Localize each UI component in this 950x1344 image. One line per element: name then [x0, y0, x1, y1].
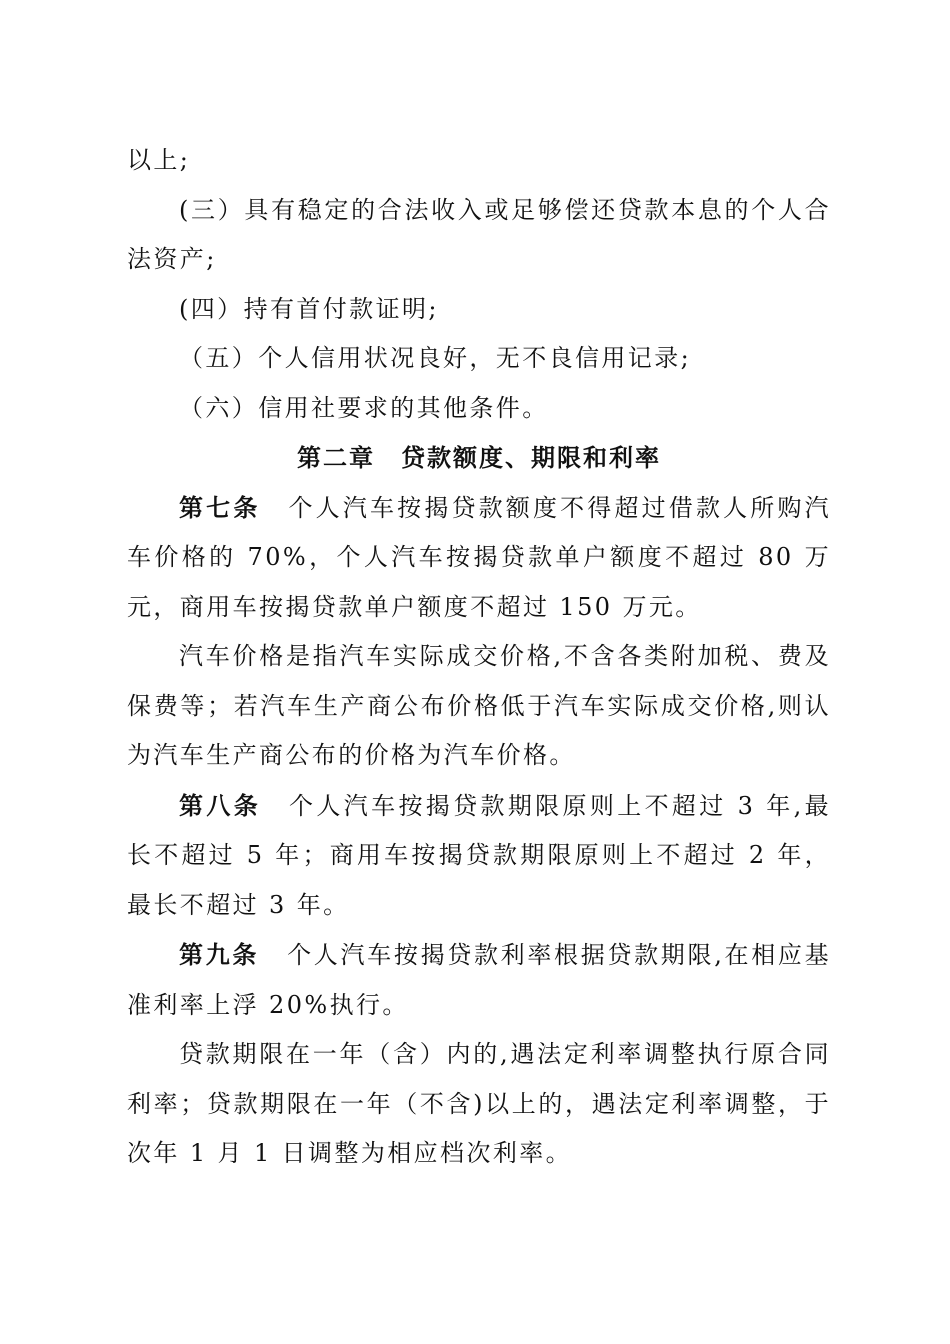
- list-item: (三）具有稳定的合法收入或足够偿还贷款本息的个人合法资产;: [127, 195, 831, 273]
- list-item: （六）信用社要求的其他条件。: [179, 393, 549, 422]
- article-7-text: 个人汽车按揭贷款额度不得超过借款人所购汽车价格的 70%，个人汽车按揭贷款单户额度不超过 80 万元，商用车按揭贷款单户额度不超过 150 万元。: [127, 493, 832, 621]
- article-9-label: 第九条: [179, 940, 260, 969]
- article-9-text: 个人汽车按揭贷款利率根据贷款期限,在相应基准利率上浮 20%执行。: [127, 941, 832, 1019]
- document-body: [127, 136, 831, 1179]
- chapter-number: 第二章: [297, 443, 375, 472]
- article-8-label: 第八条: [179, 790, 262, 820]
- continuation-line: 以上;: [127, 146, 191, 174]
- article-9-paragraph-2: 贷款期限在一年（含）内的,遇法定利率调整执行原合同利率；贷款期限在一年（不含)以上的，遇法定利率调整，于次年 1 月 1 日调整为相应档次利率。: [127, 1040, 831, 1167]
- article-9-paragraph: [127, 930, 831, 1030]
- article-7-paragraph-2: 汽车价格是指汽车实际成交价格,不含各类附加税、费及保费等；若汽车生产商公布价格低于汽车实际成交价格,则认为汽车生产商公布的价格为汽车价格。: [127, 642, 831, 769]
- article-7-paragraph: [127, 483, 831, 633]
- article-8-text: 个人汽车按揭贷款期限原则上不超过 3 年,最长不超过 5 年；商用车按揭贷款期限原则上不超过 2 年，最长不超过 3 年。: [127, 791, 831, 919]
- chapter-title: 贷款额度、期限和利率: [401, 443, 661, 472]
- chapter-heading: [127, 433, 831, 483]
- list-item: (四）持有首付款证明;: [179, 294, 439, 323]
- article-8-paragraph: [127, 781, 831, 931]
- list-item: （五）个人信用状况良好，无不良信用记录;: [179, 344, 692, 372]
- article-7-label: 第七条: [179, 492, 261, 522]
